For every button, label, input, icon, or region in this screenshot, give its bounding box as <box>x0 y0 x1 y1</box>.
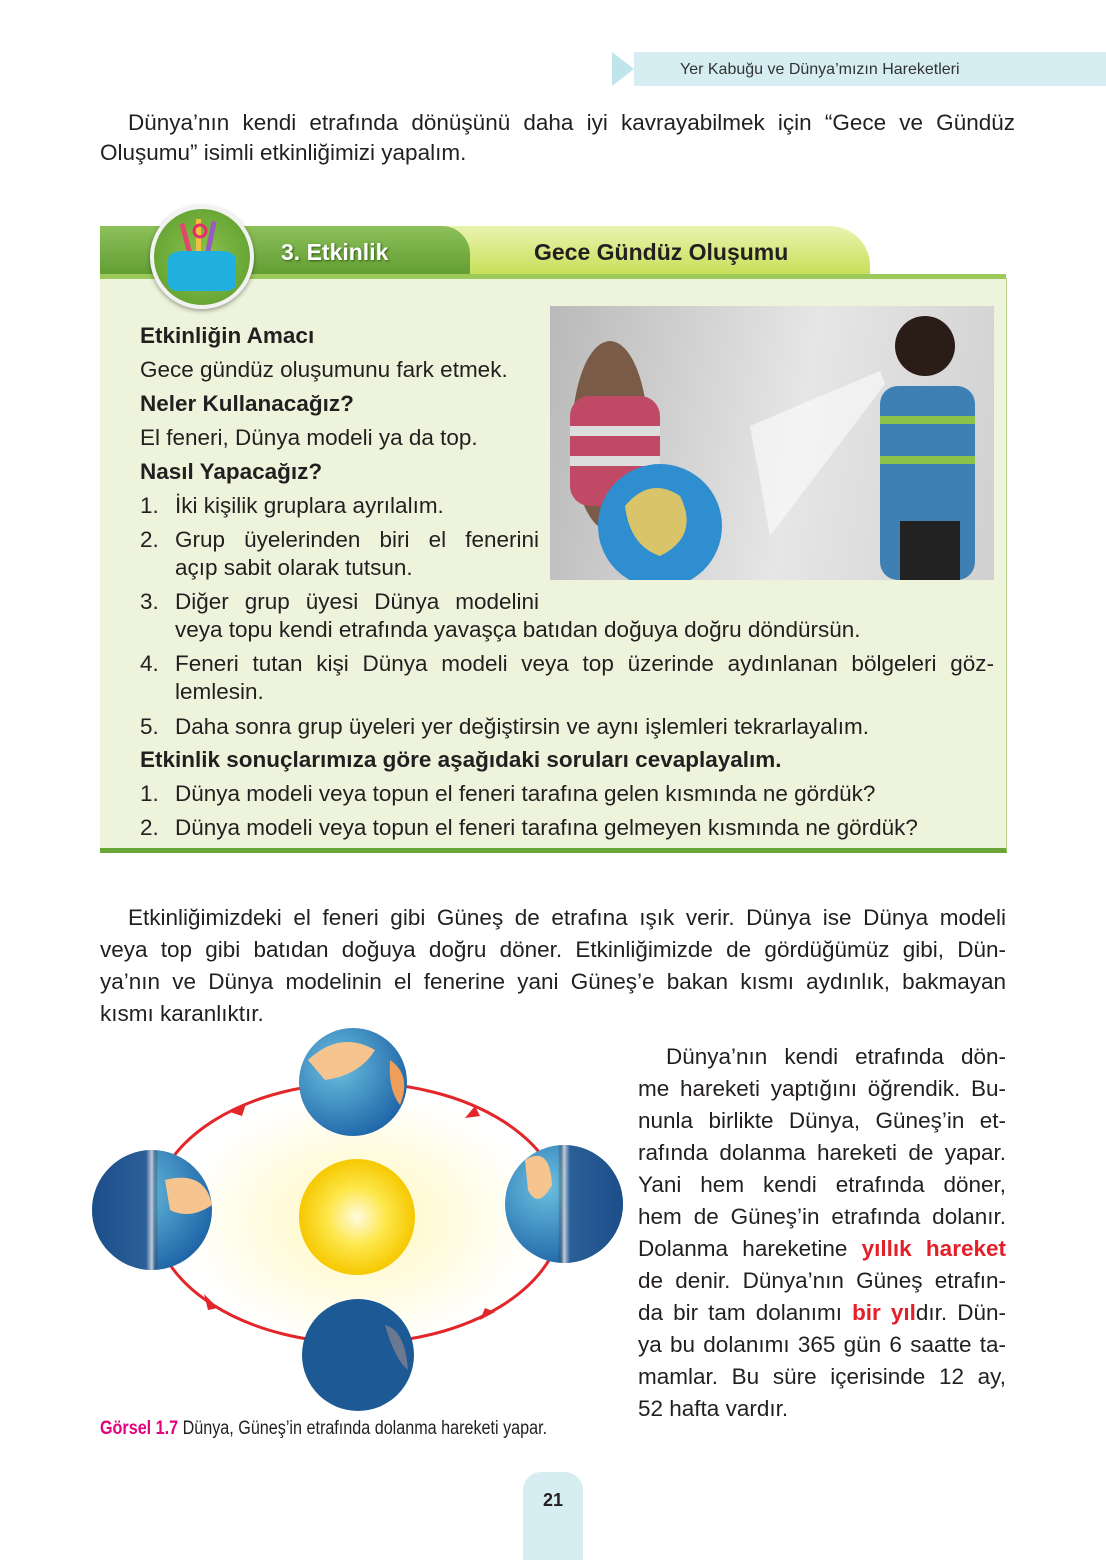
step-number: 5. <box>140 714 159 739</box>
step-number: 1. <box>140 493 159 518</box>
method-heading: Nasıl Yapacağız? <box>140 459 323 484</box>
side-line <box>638 1140 1006 1166</box>
step-text: İki kişilik gruplara ayrılalım. <box>175 493 444 518</box>
side-text: 52 hafta vardır. <box>638 1396 789 1421</box>
step-number: 4. <box>140 651 159 676</box>
side-text: Yani hem kendi etrafında döner, <box>638 1172 1006 1197</box>
earth-right <box>505 1145 623 1263</box>
body-line: kısmı karanlıktır. <box>100 1001 264 1026</box>
activity-number: 3. Etkinlik <box>281 239 389 265</box>
side-line <box>638 1300 1006 1326</box>
body-line: veya top gibi batıdan doğuya doğru döner. Etkinliğimizde de gördüğümüz gibi, Dün- <box>100 937 1006 962</box>
side-line <box>638 1204 1006 1230</box>
side-text: de denir. Dünya’nın Güneş etrafın- <box>638 1268 1006 1293</box>
side-text: Dolanma hareketine <box>638 1236 862 1261</box>
side-line <box>638 1268 1006 1294</box>
earth-bottom <box>302 1299 414 1411</box>
question-number: 2. <box>140 815 159 840</box>
side-text: me hareketi yaptığını öğrendik. Bu- <box>638 1076 1006 1101</box>
aim-text: Gece gündüz oluşumunu fark etmek. <box>140 357 508 382</box>
step-number: 2. <box>140 527 159 552</box>
question-number: 1. <box>140 781 159 806</box>
question-text: Dünya modeli veya topun el feneri tarafına gelmeyen kısmında ne gördük? <box>175 815 918 840</box>
side-text: mamlar. Bu süre içerisinde 12 ay, <box>638 1364 1006 1389</box>
side-line <box>638 1108 1006 1134</box>
figure-label: Görsel 1.7 <box>100 1418 179 1439</box>
step-text: Grup üyelerinden biri el fenerini <box>175 527 539 552</box>
activity-title: Gece Gündüz Oluşumu <box>534 239 789 265</box>
materials-heading: Neler Kullanacağız? <box>140 391 354 416</box>
figure-caption <box>100 1418 547 1440</box>
side-line <box>666 1044 1006 1070</box>
side-text: dır. Dün- <box>915 1300 1006 1325</box>
side-text: rafında dolanma hareketi de yapar. <box>638 1140 1006 1165</box>
intro-line: Oluşumu” isimli etkinliğimizi yapalım. <box>100 140 467 165</box>
sun <box>299 1159 415 1275</box>
side-line <box>638 1332 1006 1358</box>
question-text: Dünya modeli veya topun el feneri tarafına gelen kısmında ne gördük? <box>175 781 876 806</box>
side-text: nunla birlikte Dünya, Güneş’in et- <box>638 1108 1006 1133</box>
side-text: hem de Güneş’in etrafında dolanır. <box>638 1204 1006 1229</box>
step-text: lemlesin. <box>175 679 264 704</box>
materials-text: El feneri, Dünya modeli ya da top. <box>140 425 478 450</box>
side-line <box>638 1364 1006 1390</box>
side-text: ya bu dolanımı 365 gün 6 saatte ta- <box>638 1332 1006 1357</box>
side-text: Dünya’nın kendi etrafında dön- <box>666 1044 1006 1069</box>
orbit-diagram <box>90 1020 630 1420</box>
side-line <box>638 1396 1006 1422</box>
step-text: Diğer grup üyesi Dünya modelini <box>175 589 539 614</box>
step-text: veya topu kendi etrafında yavaşça batıdan doğuya doğru döndürsün. <box>175 617 861 642</box>
earth-left <box>92 1150 212 1270</box>
body-line: Etkinliğimizdeki el feneri gibi Güneş de etrafına ışık verir. Dünya ise Dünya modeli <box>128 905 1006 930</box>
pencil-case-icon <box>150 205 254 309</box>
step-number: 3. <box>140 589 159 614</box>
page-number-tab <box>523 1472 583 1560</box>
step-text: Daha sonra grup üyeleri yer değiştirsin ve aynı işlemleri tekrarlayalım. <box>175 714 870 739</box>
header-arrow-icon <box>612 52 634 86</box>
questions-heading: Etkinlik sonuçlarımıza göre aşağıdaki soruları cevaplayalım. <box>140 747 782 772</box>
highlighted-term: yıllık hareket <box>861 1236 1006 1261</box>
activity-photo <box>550 306 994 580</box>
side-line <box>638 1076 1006 1102</box>
step-text: açıp sabit olarak tutsun. <box>175 555 413 580</box>
figure-caption-text: Dünya, Güneş’in etrafında dolanma hareketi yapar. <box>178 1418 548 1439</box>
side-text: da bir tam dolanımı <box>638 1300 853 1325</box>
side-line <box>638 1172 1006 1198</box>
earth-top <box>299 1028 407 1136</box>
running-header-text: Yer Kabuğu ve Dünya’mızın Hareketleri <box>680 61 960 78</box>
step-text: Feneri tutan kişi Dünya modeli veya top üzerinde aydınlanan bölgeleri göz- <box>175 651 994 676</box>
side-line <box>638 1236 1006 1262</box>
running-header <box>612 52 1106 86</box>
orbit-arrow-icon <box>204 1294 218 1310</box>
page-number: 21 <box>542 1490 564 1510</box>
intro-line: Dünya’nın kendi etrafında dönüşünü daha iyi kavrayabilmek için “Gece ve Gündüz <box>128 110 1015 135</box>
highlighted-term: bir yıl <box>852 1300 916 1325</box>
aim-heading: Etkinliğin Amacı <box>140 323 315 348</box>
body-line: ya’nın ve Dünya modelinin el fenerine yani Güneş’e bakan kısmı aydınlık, bakmayan <box>100 969 1006 994</box>
